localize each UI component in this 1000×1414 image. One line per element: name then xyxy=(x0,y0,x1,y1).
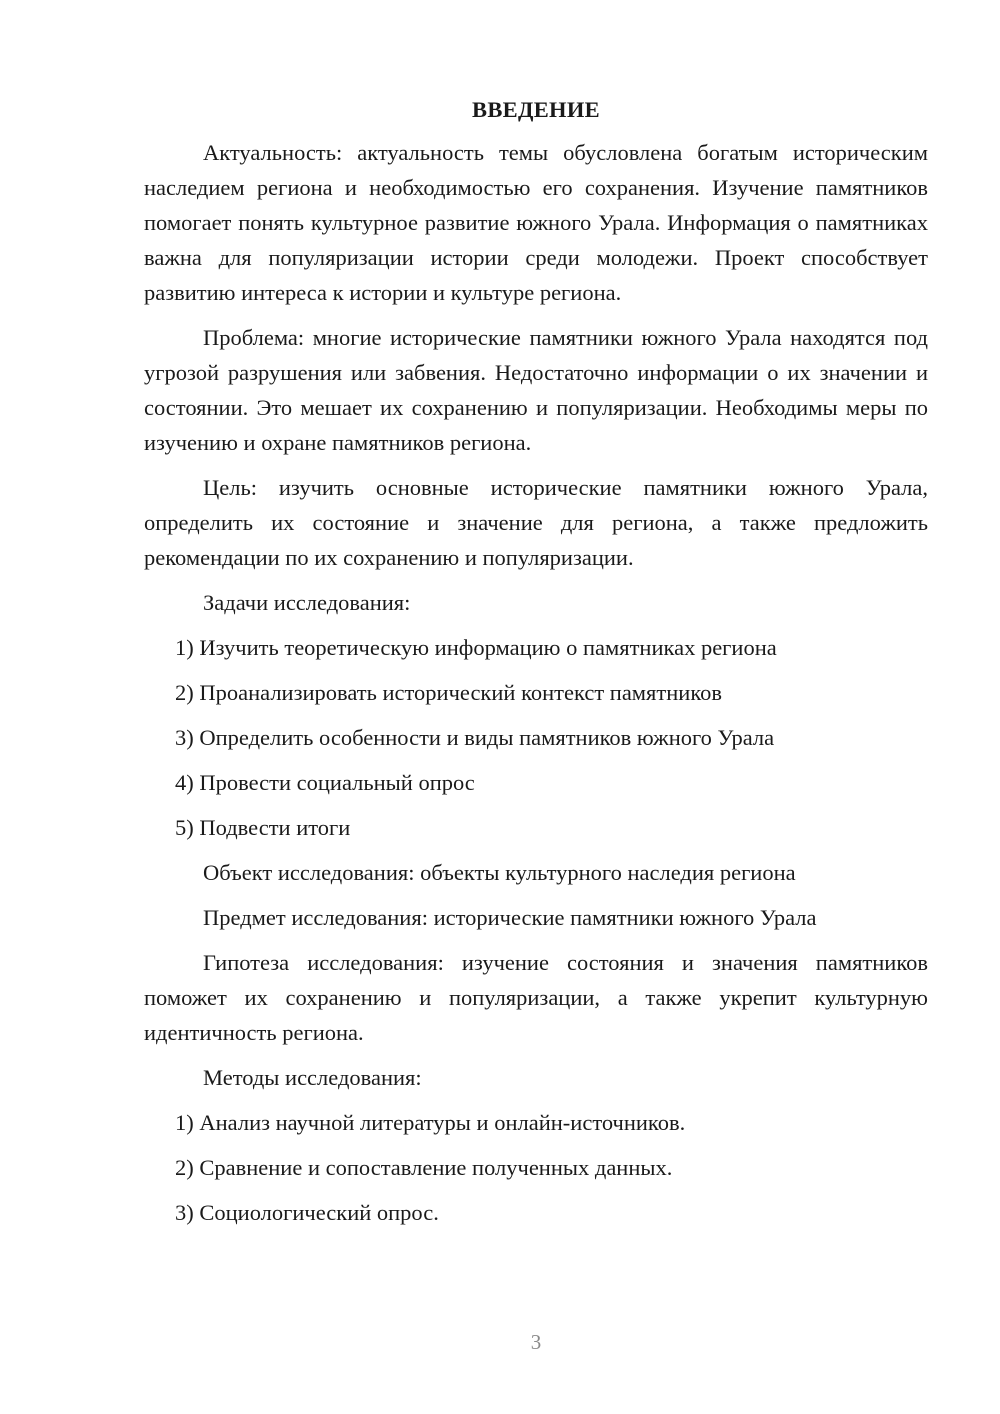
list-item: 5) Подвести итоги xyxy=(175,815,351,840)
page-number: 3 xyxy=(530,1330,542,1354)
tasks-heading: Задачи исследования: xyxy=(203,590,411,615)
page-title: ВВЕДЕНИЕ xyxy=(472,97,600,122)
paragraph-hypothesis: Гипотеза исследования: изучение состояния и значения памятников поможет их сохранению и популяризации, а также укрепит культурную идентичность региона. xyxy=(144,950,928,1045)
methods-heading: Методы исследования: xyxy=(203,1065,422,1090)
paragraph-subject: Предмет исследования: исторические памятники южного Урала xyxy=(203,905,817,930)
list-item: 2) Сравнение и сопоставление полученных данных. xyxy=(175,1155,673,1180)
paragraph-problem: Проблема: многие исторические памятники южного Урала находятся под угрозой разрушения или забвения. Недостаточно информации о их значении и состоянии. Это мешает их сохранению и популяризации. Необходимы меры по изучению и охране памятников региона. xyxy=(144,325,928,455)
list-item: 3) Определить особенности и виды памятников южного Урала xyxy=(175,725,775,750)
methods-list xyxy=(144,1105,928,1230)
list-item: 2) Проанализировать исторический контекст памятников xyxy=(175,680,722,705)
tasks-list xyxy=(144,630,928,845)
page-content xyxy=(144,92,928,1230)
list-item: 1) Анализ научной литературы и онлайн-источников. xyxy=(175,1110,686,1135)
list-item: 3) Социологический опрос. xyxy=(175,1200,439,1225)
list-item: 4) Провести социальный опрос xyxy=(175,770,475,795)
list-item: 1) Изучить теоретическую информацию о памятниках региона xyxy=(175,635,777,660)
paragraph-object: Объект исследования: объекты культурного наследия региона xyxy=(203,860,796,885)
paragraph-goal: Цель: изучить основные исторические памятники южного Урала, определить их состояние и значение для региона, а также предложить рекомендации по их сохранению и популяризации. xyxy=(144,475,928,570)
paragraph-relevance: Актуальность: актуальность темы обусловлена богатым историческим наследием региона и необходимостью его сохранения. Изучение памятников помогает понять культурное развитие южного Урала. Информация о памятниках важна для популяризации истории среди молодежи. Проект способствует развитию интереса к истории и культуре региона. xyxy=(144,140,928,305)
